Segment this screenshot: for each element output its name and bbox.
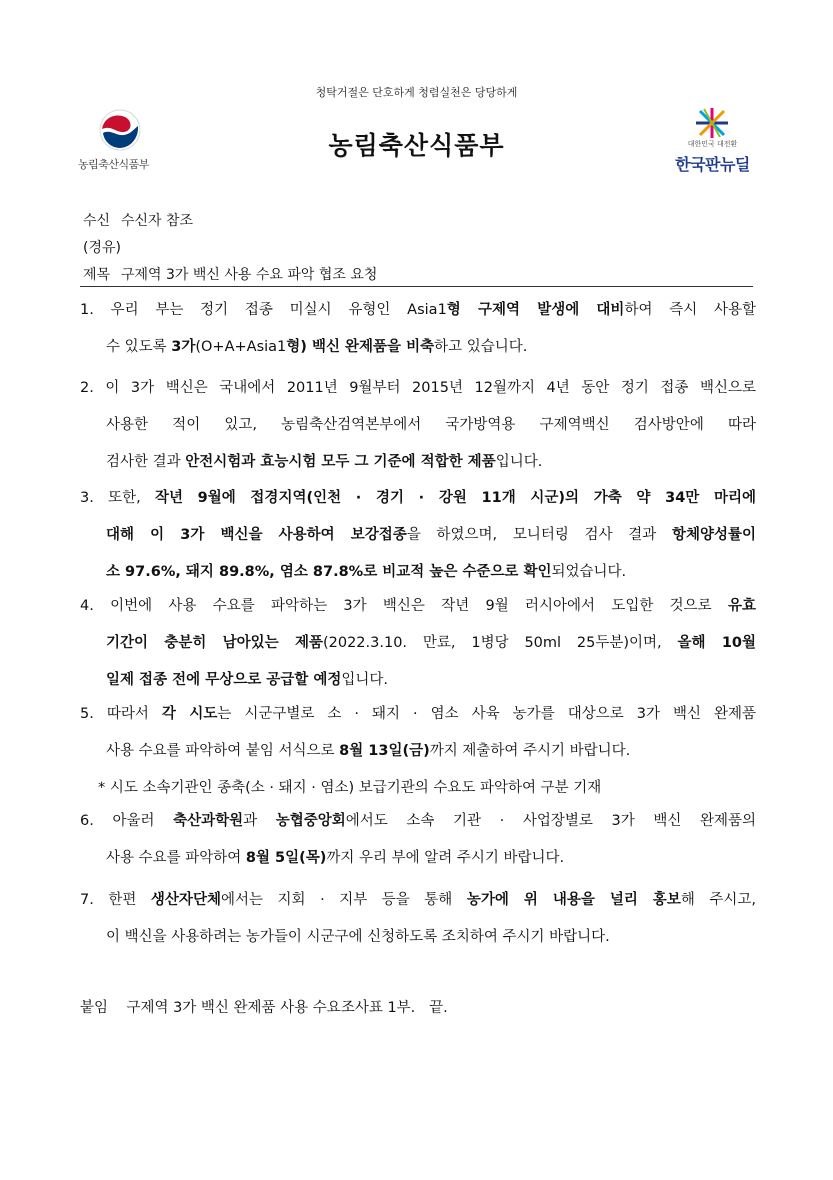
text-run: 수 있도록 [106,339,172,355]
attachment-end: 끝. [429,1000,448,1016]
emphasis-run: 농가에 위 내용을 널리 홍보 [466,892,681,908]
attachment-line [80,996,448,1017]
emphasis-run: 유효 [727,598,756,614]
emphasis-run: 올해 10월 [677,635,757,651]
ministry-title: 농림축산식품부 [328,131,505,160]
text-run: 4. 이번에 사용 수요를 파악하는 3가 백신은 작년 9월 러시아에서 도입한 것으로 [80,598,728,614]
text-run: (2022.3.10. 만료, 1병당 50ml 25두분)이며, [322,635,678,651]
paragraph-line [80,662,756,699]
text-run: 1. 우리 부는 정기 접종 미실시 유형인 Asia1 [80,302,447,318]
emphasis-run: 소 97.6%, 돼지 89.8%, 염소 87.8%로 비교적 높은 수준으로 확인 [106,564,552,580]
right-logo-small-text: 대한민국 대전환 [687,140,738,148]
paragraph-line: 이 백신을 사용하려는 농가들이 시군구에 신청하도록 조치하여 주시기 바랍니다. [106,929,610,945]
emphasis-run: 8월 13일(금) [339,743,430,759]
paragraph-line [80,444,756,481]
korean-new-deal-logo [665,106,760,181]
paragraph-line: 사용한 적이 있고, 농림축산검역본부에서 국가방역용 구제역백신 검사방안에 따라 [106,417,756,433]
paragraph-line [80,329,756,366]
emphasis-run: 항체양성률이 [671,527,757,543]
paragraph-line [80,696,756,733]
recipient-value: 수신자 참조 [121,213,194,229]
text-run: 입니다. [495,454,543,470]
text-run: 7. 한편 [80,892,151,908]
paragraph-line: 2. 이 3가 백신은 국내에서 2011년 9월부터 2015년 12월까지 4년 동안 정기 접종 백신으로 [80,380,756,396]
paragraph-2 [80,370,756,481]
text-run: 검사한 결과 [106,454,186,470]
text-run: 사용 수요를 파악하여 붙임 서식으로 [106,743,340,759]
attachment-label: 붙임 [80,1000,109,1016]
paragraph-7 [80,882,756,956]
text-run: 까지 제출하여 주시기 바랍니다. [429,743,631,759]
paragraph-line [80,480,756,517]
recipient-label: 수신 [83,213,111,229]
via-line: (경유) [83,240,121,256]
subject-value: 구제역 3가 백신 사용 수요 파악 협조 요청 [121,267,378,283]
text-run: 6. 아울러 [80,813,174,829]
text-run: 사용 수요를 파악하여 [106,850,246,866]
paragraph-5 [80,696,756,807]
text-run: 에서는 지회 · 지부 등을 통해 [220,892,467,908]
paragraph-line [80,517,756,554]
emphasis-run: 형) 백신 완제품을 비축 [286,339,435,355]
paragraph-line [80,733,756,770]
paragraph-line [80,840,756,877]
emphasis-run: 농협중앙회 [275,813,346,829]
paragraph-1 [80,292,756,366]
paragraph-line [80,625,756,662]
text-run: 과 [243,813,276,829]
right-logo-big-text: 한국판뉴딜 [675,155,750,174]
emphasis-run: 작년 9월에 접경지역(인천 · 경기 · 강원 11개 시군)의 가축 약 34만 마리에 [154,490,756,506]
text-run: (O+A+Asia1 [195,339,287,355]
emphasis-run: 각 시도 [161,706,218,722]
recipient-line [83,210,193,230]
text-run: 하고 있습니다. [434,339,528,355]
text-run: 5. 따라서 [80,706,162,722]
emphasis-run: 안전시험과 효능시험 모두 그 기준에 적합한 제품 [185,454,496,470]
subject-label: 제목 [83,267,111,283]
paragraph-line [80,803,756,840]
paragraph-6 [80,803,756,877]
emphasis-run: 축산과학원 [173,813,244,829]
emphasis-run: 생산자단체 [150,892,221,908]
paragraph-4 [80,588,756,699]
paragraph-line [80,292,756,329]
slogan: 청탁거절은 단호하게 청렴실천은 당당하게 [315,86,518,99]
paragraph-line [80,554,756,591]
attachment-text: 구제역 3가 백신 완제품 사용 수요조사표 1부. [126,1000,416,1016]
header-divider [80,286,753,287]
new-deal-star-icon [690,106,734,140]
text-run: 해 주시고, [680,892,756,908]
paragraph-3 [80,480,756,591]
text-run: 에서도 소속 기관 · 사업장별로 3가 백신 완제품의 [345,813,757,829]
text-run: 하여 즉시 사용할 [624,302,756,318]
text-run: 을 하였으며, 모니터링 검사 결과 [406,527,672,543]
text-run: 되었습니다. [551,564,627,580]
text-run: 까지 우리 부에 알려 주시기 바랍니다. [326,850,565,866]
text-run: 는 시군구별로 소 · 돼지 · 염소 사육 농가를 대상으로 3가 백신 완제품 [217,706,757,722]
text-run: 3. 또한, [80,490,155,506]
left-logo-text: 농림축산식품부 [78,158,149,171]
emphasis-run: 기간이 충분히 남아있는 제품 [106,635,323,651]
paragraph-line [80,882,756,919]
emphasis-run: 일제 접종 전에 무상으로 공급할 예정 [106,672,342,688]
text-run: 입니다. [341,672,388,688]
paragraph-note: * 시도 소속기관인 종축(소 · 돼지 · 염소) 보급기관의 수요도 파악하여 구분 기재 [98,780,602,796]
emphasis-run: 대해 이 3가 백신을 사용하여 보강접종 [106,527,407,543]
paragraph-line [80,588,756,625]
subject-line [83,264,377,284]
emphasis-run: 형 구제역 발생에 대비 [446,302,625,318]
emphasis-run: 8월 5일(목) [245,850,327,866]
emphasis-run: 3가 [171,339,196,355]
